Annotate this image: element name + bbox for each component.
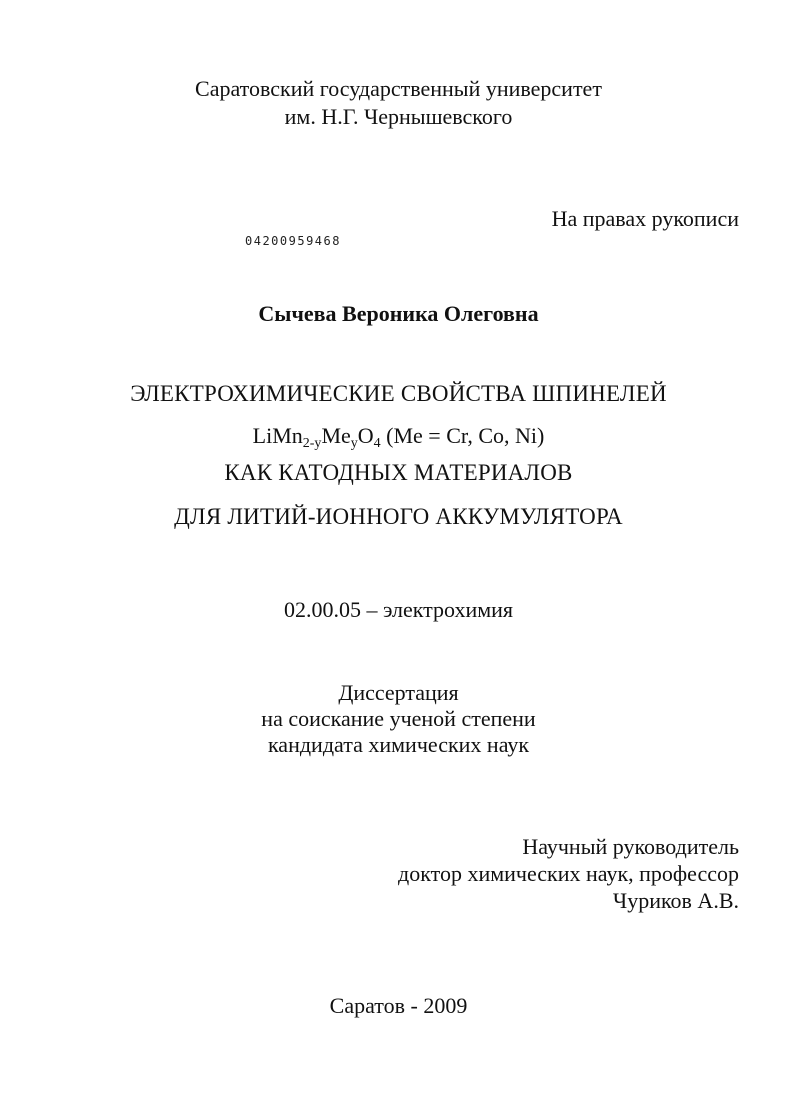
- degree-line-1: Диссертация: [338, 680, 459, 705]
- supervisor-name: Чуриков А.В.: [612, 888, 739, 913]
- formula-part-3: O: [357, 423, 374, 448]
- specialty: 02.00.05 – электрохимия: [283, 597, 514, 622]
- formula-sub-1: 2-y: [302, 436, 322, 451]
- manuscript-note: На правах рукописи: [551, 206, 739, 231]
- author-name: Сычева Вероника Олеговна: [258, 301, 539, 326]
- university-name: Саратовский государственный университет: [195, 76, 602, 101]
- title-formula: [0, 423, 797, 449]
- title-line-3: КАК КАТОДНЫХ МАТЕРИАЛОВ: [224, 460, 573, 485]
- degree-line-2: на соискание ученой степени: [261, 706, 536, 731]
- formula-part-4: (Me = Cr, Co, Ni): [380, 423, 545, 448]
- degree-line-3: кандидата химических наук: [267, 732, 530, 757]
- supervisor-degree: доктор химических наук, профессор: [398, 861, 739, 886]
- university-named-after: им. Н.Г. Чернышевского: [284, 104, 513, 129]
- title-line-1: ЭЛЕКТРОХИМИЧЕСКИЕ СВОЙСТВА ШПИНЕЛЕЙ: [130, 381, 667, 406]
- formula-part-2: Me: [321, 423, 351, 448]
- supervisor-title: Научный руководитель: [522, 834, 739, 859]
- archive-number: 04200959468: [245, 234, 341, 248]
- formula-sub-2: y: [350, 436, 358, 451]
- city-year: Саратов - 2009: [329, 993, 468, 1018]
- formula-sub-3: 4: [373, 436, 381, 451]
- formula-part-1: LiMn: [252, 423, 303, 448]
- title-line-4: ДЛЯ ЛИТИЙ-ИОННОГО АККУМУЛЯТОРА: [174, 504, 623, 529]
